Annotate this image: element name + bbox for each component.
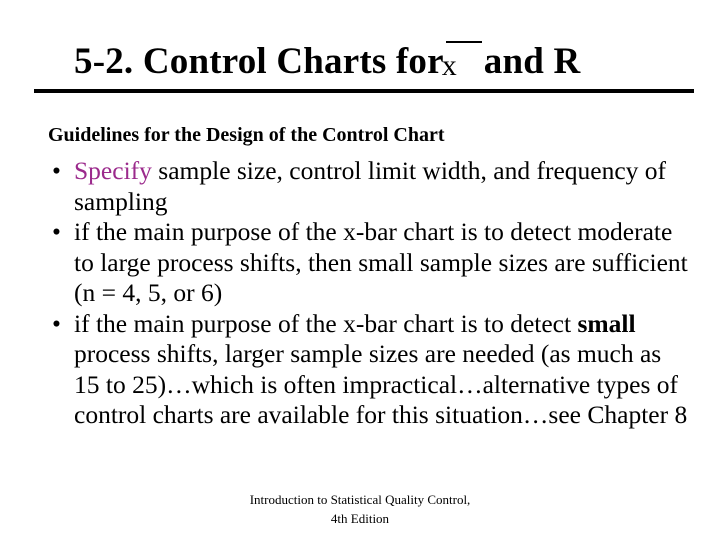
bold-word: small [577, 308, 636, 338]
bullet-text: if the main purpose of the x-bar chart is to detect moderate to large process shifts, then small sample sizes are sufficient (n = 4, 5, or 6) [74, 217, 688, 307]
bullet-list [48, 156, 688, 431]
highlighted-word: Specify [74, 156, 152, 185]
bullet-icon: • [52, 217, 61, 246]
title-suffix: and R [483, 41, 581, 82]
bullet-icon: • [52, 156, 61, 185]
bullet-text-after: process shifts, larger sample sizes are needed (as much as 15 to 25)…which is often impractical…alternative types of control charts are available for this situation…see Chapter 8 [74, 339, 688, 429]
bullet-item [48, 309, 688, 431]
title-underline [34, 89, 694, 93]
footer-citation [0, 490, 720, 528]
overbar [446, 41, 482, 43]
section-subtitle: Guidelines for the Design of the Control Chart [48, 124, 445, 146]
bullet-text-before: if the main purpose of the x-bar chart is to detect [74, 308, 578, 338]
x-bar-symbol [441, 47, 484, 82]
bullet-icon: • [52, 308, 61, 338]
bullet-item [48, 217, 688, 309]
x-bar-glyph: x [441, 49, 457, 82]
footer-line-2: 4th Edition [330, 511, 390, 526]
bullet-text: sample size, control limit width, and frequency of sampling [74, 156, 667, 216]
bullet-item [48, 156, 688, 217]
footer-line-1: Introduction to Statistical Quality Control, [249, 492, 471, 507]
slide-title [74, 40, 580, 83]
title-prefix: 5-2. Control Charts for [74, 41, 444, 82]
